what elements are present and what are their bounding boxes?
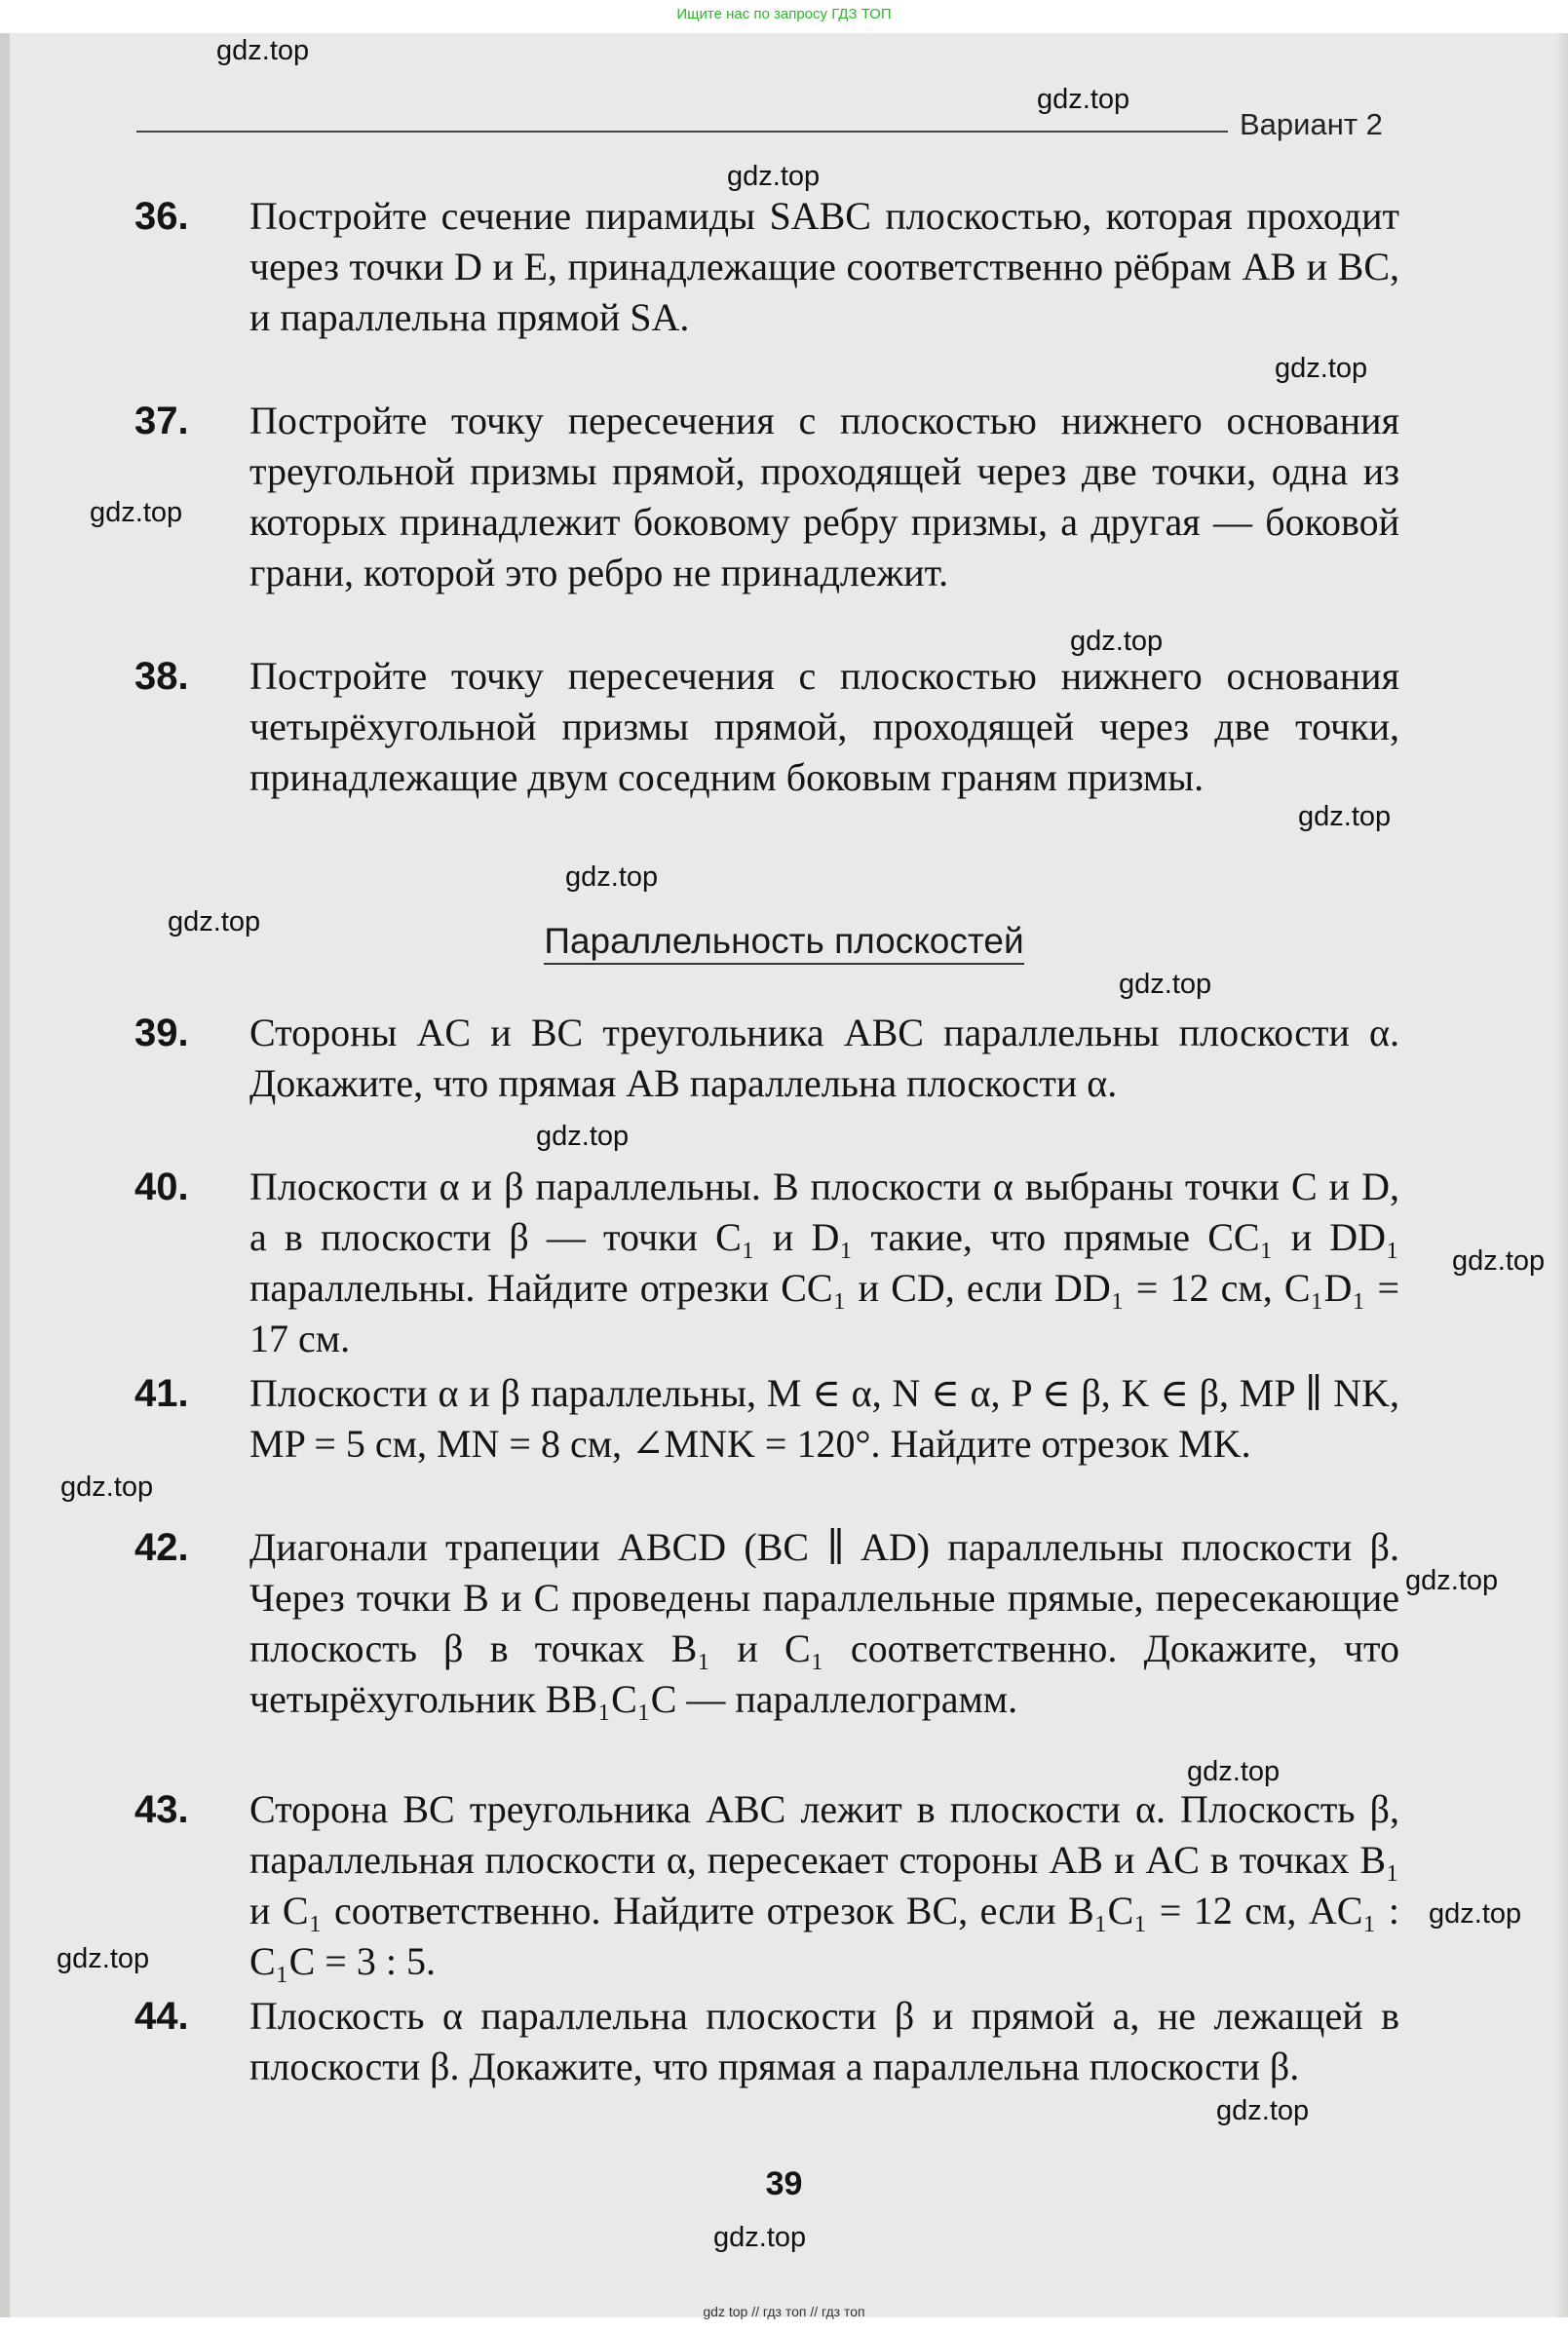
- problem-number: 44.: [134, 1995, 189, 2038]
- watermark: gdz.top: [565, 861, 659, 893]
- watermark: gdz.top: [713, 2222, 807, 2253]
- problem-text: Диагонали трапеции ABCD (BC ∥ AD) параллельны плоскости β. Через точки B и C проведены параллельные прямые, пересекающие плоскость β в точках B₁ и C₁ соответственно. Докажите, что четырёхугольник BB₁C₁C — параллелограмм.: [249, 1525, 1399, 1721]
- watermark: gdz.top: [168, 906, 261, 937]
- watermark: gdz.top: [1037, 84, 1130, 115]
- variant-label: Вариант 2: [1240, 107, 1383, 141]
- watermark: gdz.top: [90, 497, 183, 528]
- problem-number: 42.: [134, 1526, 189, 1569]
- watermark: gdz.top: [1216, 2095, 1310, 2126]
- watermark: gdz.top: [1119, 969, 1212, 1000]
- problem-number: 43.: [134, 1788, 189, 1831]
- problem-text: Стороны AC и BC треугольника ABC параллельны плоскости α. Докажите, что прямая AB параллельна плоскости α.: [249, 1011, 1399, 1105]
- top-banner[interactable]: Ищите нас по запросу ГДЗ ТОП: [676, 6, 892, 22]
- problem-text: Постройте точку пересечения с плоскостью нижнего основания треугольной призмы прямой, проходящей через две точки, одна из которых принадлежит боковому ребру призмы, а другая — боковой грани, которой это ребро не принадлежит.: [249, 399, 1399, 594]
- problem-text: Сторона BC треугольника ABC лежит в плоскости α. Плоскость β, параллельная плоскости α, пересекает стороны AB и AC в точках B₁ и C₁ соответственно. Найдите отрезок BC, если B₁C₁ = 12 см, AC₁ : C₁C = 3 : 5.: [249, 1787, 1399, 1983]
- problem-text: Постройте точку пересечения с плоскостью нижнего основания четырёхугольной призмы прямой, проходящей через две точки, принадлежащие двум соседним боковым граням призмы.: [249, 654, 1399, 799]
- watermark: gdz.top: [60, 1472, 154, 1503]
- watermark: gdz.top: [727, 161, 821, 192]
- watermark: gdz.top: [1187, 1756, 1281, 1787]
- problem-text: Плоскости α и β параллельны, M ∈ α, N ∈ α, P ∈ β, K ∈ β, MP ∥ NK, MP = 5 см, MN = 8 см, ∠MNK = 120°. Найдите отрезок MK.: [249, 1371, 1399, 1466]
- problem-number: 40.: [134, 1166, 189, 1208]
- problem-text: Плоскость α параллельна плоскости β и прямой a, не лежащей в плоскости β. Докажите, что прямая a параллельна плоскости β.: [249, 1994, 1399, 2088]
- watermark: gdz.top: [1275, 353, 1368, 384]
- section-title-text: Параллельность плоскостей: [544, 921, 1023, 965]
- watermark: gdz.top: [1070, 626, 1164, 657]
- watermark: gdz.top: [57, 1943, 150, 1974]
- header-rule: [136, 131, 1228, 133]
- problem-number: 37.: [134, 400, 189, 442]
- problem-text: Плоскости α и β параллельны. В плоскости α выбраны точки C и D, а в плоскости β — точки C₁ и D₁ такие, что прямые CC₁ и DD₁ параллельны. Найдите отрезки CC₁ и CD, если DD₁ = 12 см, C₁D₁ = 17 см.: [249, 1165, 1399, 1360]
- bottom-banner[interactable]: gdz top // гдз топ // гдз топ: [703, 2304, 865, 2319]
- watermark: gdz.top: [1405, 1565, 1499, 1596]
- problem-number: 38.: [134, 655, 189, 698]
- watermark: gdz.top: [216, 35, 310, 66]
- problem-text: Постройте сечение пирамиды SABC плоскостью, которая проходит через точки D и E, принадлежащие соответственно рёбрам AB и BC, и параллельна прямой SA.: [249, 194, 1399, 339]
- page-edge-shadow: [1554, 33, 1568, 2317]
- page-number: 39: [765, 2165, 803, 2202]
- problem-number: 41.: [134, 1372, 189, 1415]
- problem-number: 36.: [134, 195, 189, 238]
- problem-number: 39.: [134, 1012, 189, 1054]
- watermark: gdz.top: [1429, 1898, 1522, 1930]
- watermark: gdz.top: [1452, 1245, 1546, 1277]
- watermark: gdz.top: [1298, 801, 1392, 832]
- watermark: gdz.top: [536, 1121, 630, 1152]
